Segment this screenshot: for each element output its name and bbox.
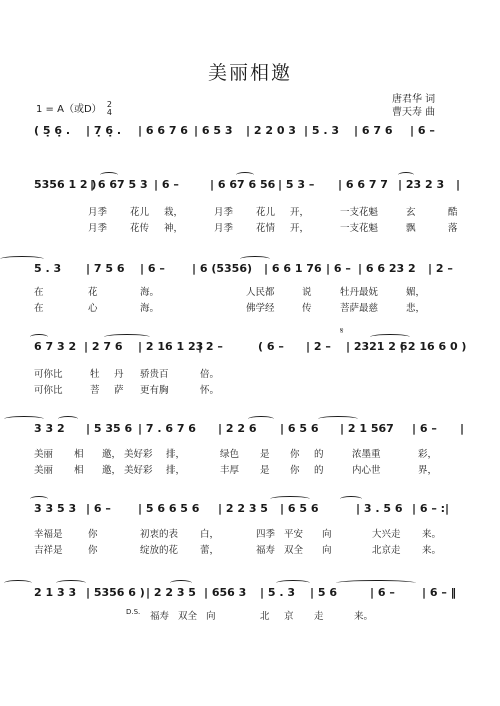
lyric: 媚， xyxy=(406,287,426,298)
lyric: 向 xyxy=(322,529,332,540)
lyric: 幸福是 xyxy=(34,529,63,540)
measure: | xyxy=(456,178,461,191)
lyric: 倍。 xyxy=(200,369,220,380)
lyric: 佛学经 xyxy=(246,303,275,314)
lyric: 骄贵百 xyxy=(140,369,169,380)
lyric: 栽， xyxy=(164,207,184,218)
measure: | 2 7 6 xyxy=(84,340,123,353)
time-numerator: 2 xyxy=(106,100,112,109)
lyric: 丰厚 xyxy=(220,465,240,476)
measure: 6 7 3 2 xyxy=(34,340,77,353)
notes-row xyxy=(34,262,464,282)
measure: | 656 3 xyxy=(204,586,247,599)
lyric: 大兴走 xyxy=(372,529,401,540)
measure: | 6 – :| xyxy=(412,502,450,515)
lyric: 人民都 xyxy=(246,287,275,298)
lyric: 的 xyxy=(314,465,324,476)
lyric: 花情 xyxy=(256,223,276,234)
lyric: 是 xyxy=(260,465,270,476)
ds-mark: D.S. xyxy=(126,608,141,616)
slur xyxy=(30,334,48,340)
measure: | 6 6 1 76 xyxy=(264,262,322,275)
measure: | 6 6 7 6 xyxy=(138,124,188,137)
measure: | 6 – xyxy=(140,262,165,275)
measure: | xyxy=(460,422,465,435)
lyric: 一支花魁 xyxy=(340,223,379,234)
lyric: 萨 xyxy=(114,385,124,396)
measure: | 6 (5356) xyxy=(192,262,253,275)
measure: | 5356 6 ) xyxy=(86,586,145,599)
lyric: 相 xyxy=(74,449,84,460)
measure: | 6 5 6 xyxy=(280,422,319,435)
lyric: 你 xyxy=(290,465,300,476)
measure: | 5 3 – xyxy=(278,178,315,191)
lyric: 心 xyxy=(88,303,98,314)
lyric: 相 xyxy=(74,465,84,476)
tie xyxy=(336,580,416,586)
measure: | 2 2 6 xyxy=(218,422,257,435)
lyric: 你 xyxy=(88,545,98,556)
lyric: 你 xyxy=(88,529,98,540)
measure: | 6 6 23 2 xyxy=(358,262,416,275)
lyric: 花传 xyxy=(130,223,150,234)
lyric: 牡 xyxy=(90,369,100,380)
measure: | 2 1 567 xyxy=(340,422,394,435)
lyric: 来。 xyxy=(354,611,374,622)
lyric: 月季 xyxy=(88,223,108,234)
lyric: 福寿 xyxy=(150,611,170,622)
measure: | 2321 2 6 xyxy=(346,340,408,353)
measure: | 23 2 3 xyxy=(398,178,445,191)
lyric: 京 xyxy=(284,611,294,622)
time-signature xyxy=(107,101,112,117)
lyric: 白， xyxy=(200,529,220,540)
lyric: 菩 xyxy=(90,385,100,396)
notes-row xyxy=(34,178,464,198)
measure: | 6 – xyxy=(412,422,437,435)
lyric: 来。 xyxy=(422,545,442,556)
measure: | 5 6 6 5 6 xyxy=(138,502,200,515)
lyric: 初衷的表 xyxy=(140,529,179,540)
lyric: 怀。 xyxy=(200,385,220,396)
lyric: 绿色 xyxy=(220,449,240,460)
lyric: 排， xyxy=(166,465,186,476)
lyric: 浓墨重 xyxy=(352,449,381,460)
measure: ( 6 – xyxy=(258,340,284,353)
slur xyxy=(58,416,78,422)
slur xyxy=(398,172,414,178)
slur xyxy=(100,172,118,178)
notes-row xyxy=(34,586,464,606)
slur xyxy=(170,580,192,586)
key-text: 1 = A（或D） xyxy=(36,104,102,115)
notes-row xyxy=(34,124,464,144)
lyric: 花 xyxy=(88,287,98,298)
measure: | 2 – xyxy=(306,340,331,353)
measure: | 7 . 6 7 6 xyxy=(138,422,196,435)
measure: | 2 2 3 5 xyxy=(218,502,268,515)
measure: | 2 2 3 5 xyxy=(146,586,196,599)
lyric: 走 xyxy=(314,611,324,622)
measure: | 6 – xyxy=(86,502,111,515)
measure: | 2 – xyxy=(428,262,453,275)
notes-row xyxy=(34,422,464,442)
measure: | 5 35 6 xyxy=(86,422,133,435)
lyric: 海。 xyxy=(140,303,160,314)
lyric: 绽放的花 xyxy=(140,545,179,556)
lyric: 向 xyxy=(206,611,216,622)
lyric: 的 xyxy=(314,449,324,460)
lyric: 开， xyxy=(290,207,310,218)
lyric: 来。 xyxy=(422,529,442,540)
lyric: 美丽 xyxy=(34,465,54,476)
lyric: 可你比 xyxy=(34,385,63,396)
slur xyxy=(340,496,362,502)
lyric: 双全 xyxy=(284,545,304,556)
slur xyxy=(56,580,86,586)
lyric: 美好彩 xyxy=(124,465,153,476)
slur xyxy=(240,256,270,262)
lyric: 月季 xyxy=(214,223,234,234)
lyric: 界， xyxy=(418,465,438,476)
lyric: 可你比 xyxy=(34,369,63,380)
lyric: 说 xyxy=(302,287,312,298)
measure: | 7̣ 6̣ . xyxy=(86,124,121,137)
measure: | 6 5 6 xyxy=(280,502,319,515)
lyric: 四季 xyxy=(256,529,276,540)
slur xyxy=(104,334,150,340)
measure: | 2 – xyxy=(198,340,223,353)
key-signature xyxy=(36,100,112,117)
lyric: 美好彩 xyxy=(124,449,153,460)
lyric: 美丽 xyxy=(34,449,54,460)
slur xyxy=(318,416,358,422)
measure: 5356 1 2 ) xyxy=(34,178,97,191)
notes-row xyxy=(34,340,467,360)
lyric: 传 xyxy=(302,303,312,314)
measure: 3 3 5 3 xyxy=(34,502,77,515)
lyric: 开， xyxy=(290,223,310,234)
lyric: 北京走 xyxy=(372,545,401,556)
lyricist-credit: 唐君华 词 xyxy=(392,94,436,105)
measure: | 3 . 5 6 xyxy=(356,502,403,515)
measure: | 6 67 6 56 xyxy=(210,178,276,191)
lyric: 福寿 xyxy=(256,545,276,556)
measure: | 2 16 6 0 ) xyxy=(400,340,467,353)
composer-credit: 曹天寿 曲 xyxy=(392,107,436,118)
measure: | 6 – xyxy=(410,124,435,137)
lyric: 酷 xyxy=(448,207,458,218)
lyric: 飘 xyxy=(406,223,416,234)
lyric: 月季 xyxy=(214,207,234,218)
slur xyxy=(0,256,44,262)
slur xyxy=(276,580,310,586)
lyric: 在 xyxy=(34,287,44,298)
measure: | 2 16 1 23 xyxy=(138,340,204,353)
measure: ( 5̣ 6̣ . xyxy=(34,124,71,137)
slur xyxy=(248,416,274,422)
measure: | 6 – xyxy=(154,178,179,191)
measure: 3 3 2 xyxy=(34,422,65,435)
page-title: 美丽相邀 xyxy=(207,62,292,84)
measure: | 5 . 3 xyxy=(304,124,339,137)
measure: 2 1 3 3 xyxy=(34,586,77,599)
measure: | 6 67 5 3 xyxy=(90,178,148,191)
lyric: 北 xyxy=(260,611,270,622)
measure: | 7 5 6 xyxy=(86,262,125,275)
lyric: 彩， xyxy=(418,449,438,460)
slur xyxy=(236,172,254,178)
lyric: 平安 xyxy=(284,529,304,540)
lyric: 双全 xyxy=(178,611,198,622)
measure: | 6 7 6 xyxy=(354,124,393,137)
lyric: 一支花魁 xyxy=(340,207,379,218)
time-denominator: 4 xyxy=(106,108,112,117)
lyric: 神， xyxy=(164,223,184,234)
lyric: 邀， xyxy=(102,449,122,460)
lyric: 在 xyxy=(34,303,44,314)
lyric: 你 xyxy=(290,449,300,460)
lyric: 悲， xyxy=(406,303,426,314)
lyric: 菩萨最慈 xyxy=(340,303,379,314)
measure: | 2 2 0 3 xyxy=(246,124,296,137)
slur xyxy=(4,580,32,586)
lyric: 内心世 xyxy=(352,465,381,476)
lyric: 牡丹最妩 xyxy=(340,287,379,298)
slur xyxy=(30,496,48,502)
lyric: 月季 xyxy=(88,207,108,218)
segno-mark: 𝄋 xyxy=(340,326,344,335)
lyric: 丹 xyxy=(114,369,124,380)
lyric: 排， xyxy=(166,449,186,460)
measure: | 6 – ‖ xyxy=(422,586,457,599)
measure: | 6 – xyxy=(326,262,351,275)
slur xyxy=(370,334,410,340)
measure: | 6 5 3 xyxy=(194,124,233,137)
lyric: 蕾， xyxy=(200,545,220,556)
lyric: 花儿 xyxy=(256,207,276,218)
measure: | 5 6 xyxy=(310,586,337,599)
lyric: 花儿 xyxy=(130,207,150,218)
measure: | 5 . 3 xyxy=(260,586,295,599)
lyric: 向 xyxy=(322,545,332,556)
slur xyxy=(4,416,44,422)
measure: | 6 – xyxy=(370,586,395,599)
lyric: 落 xyxy=(448,223,458,234)
lyric: 邀， xyxy=(102,465,122,476)
lyric: 吉祥是 xyxy=(34,545,63,556)
lyric: 玄 xyxy=(406,207,416,218)
measure: 5 . 3 xyxy=(34,262,62,275)
lyric: 更有胸 xyxy=(140,385,169,396)
notes-row xyxy=(34,502,464,522)
lyric: 海。 xyxy=(140,287,160,298)
measure: | 6 6 7 7 xyxy=(338,178,388,191)
lyric: 是 xyxy=(260,449,270,460)
slur xyxy=(270,496,310,502)
